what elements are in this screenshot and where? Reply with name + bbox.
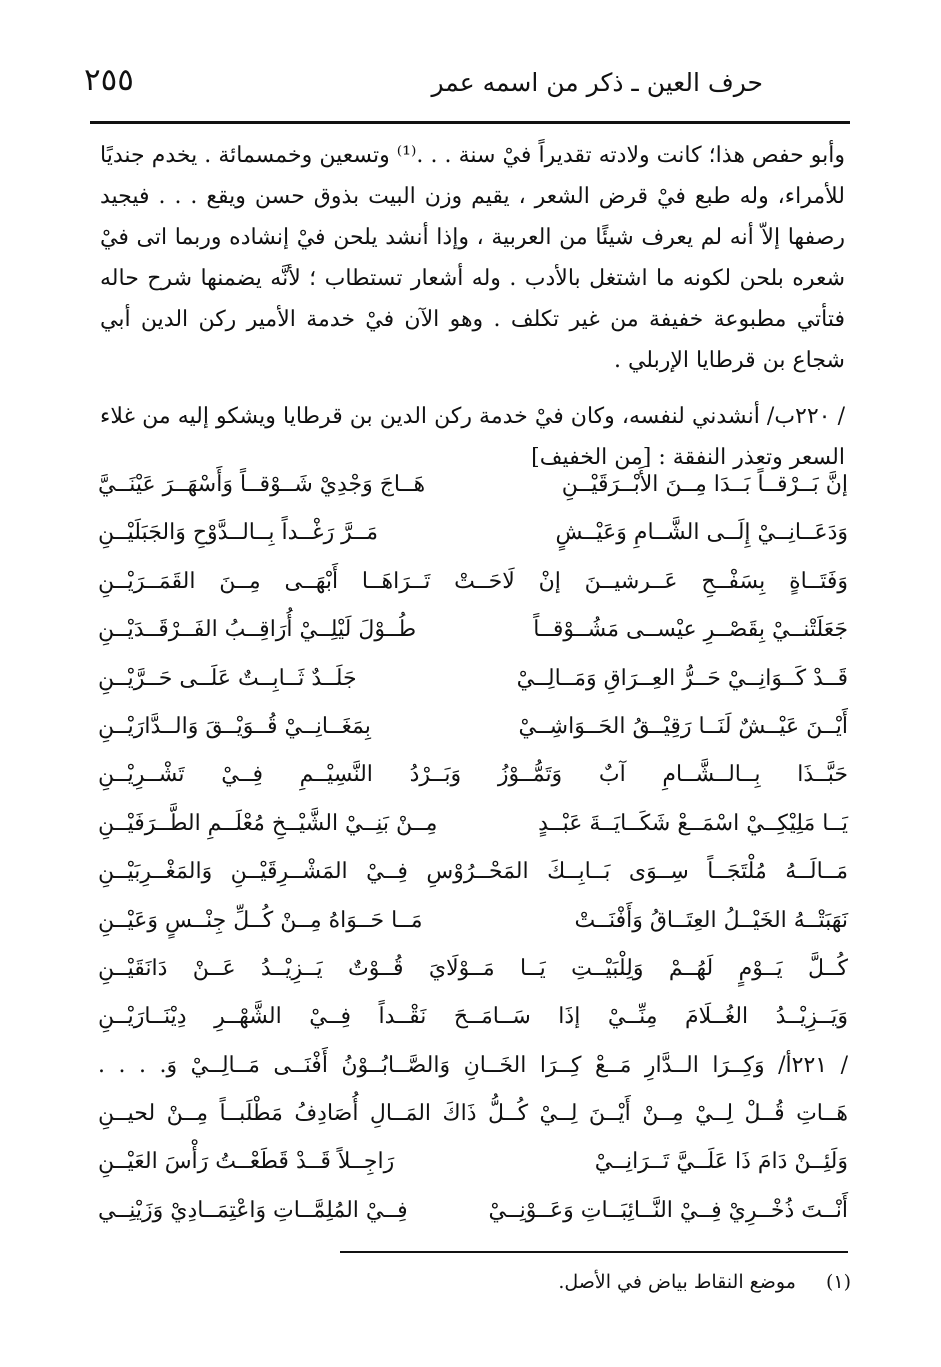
prose-body: [100, 135, 845, 478]
footnote-text: موضع النقاط بياض في الأصل.: [558, 1271, 796, 1293]
verse-line: [98, 704, 848, 752]
text-line: جنديًا للأمراء، وله طبع فيْ قرض الشعر ، يقيم وزن البيت بذوق حسن ويقع . . . فيجيد: [100, 143, 845, 209]
text-line: السعر وتعذر النفقة : [من الخفيف]: [531, 445, 845, 470]
verse-line: [98, 752, 848, 800]
verse-line: [98, 656, 848, 704]
verse-first-hemistich: يَــا مَلِيْكِــيْ اسْمَــعْ شَكَــايَــةَ عَبْــدٍ: [538, 810, 848, 836]
text-line: / ٢٢٠ب/ أنشدني لنفسه، وكان فيْ خدمة ركن الدين بن قرطايا ويشكو إليه من غلاء: [100, 404, 845, 429]
verse-line: [98, 559, 848, 607]
verse-line: [98, 898, 848, 946]
verse-first-hemistich: وَدَعَــانِــيْ إِلَــى الشَّــامِ وَعَيْــشٍ: [555, 520, 848, 546]
verse-first-hemistich: أَنْــتَ ذُخْــرِيْ فِــيْ النَّــائِبَــاتِ وَعَــوْنِــيْ: [488, 1197, 848, 1223]
verse-first-hemistich: أَيْــنَ عَيْــشٌ لَنَــا رَقِيْــقُ الحَــوَاشِــيْ: [518, 713, 848, 739]
footnote: [558, 1268, 851, 1296]
running-title: حرف العين ـ ذكر من اسمه عمر: [431, 68, 763, 97]
verse-line: [98, 462, 848, 510]
verse-second-hemistich: جَلَــدٌ ثَــابِــتٌ عَلَــى حَــرَّيْــنِ: [98, 665, 357, 691]
verse-first-hemistich: قَــدْ كَــوَانِــيْ حَــرُّ العِــرَاقِ وَمَــالِــيْ: [516, 665, 848, 691]
verse-line: [98, 607, 848, 655]
verse-first-hemistich: إنَّ بَــرْقــاً بَــدَا مِــنَ الأَبْــرَقَيْــنِ: [561, 472, 848, 497]
text-line: لكونه ما اشتغل بالأدب . وله أشعار تستطاب ؛ لأنَّه يضمنها شرح حاله فتأتي مطبوعة خفيفة: [100, 266, 846, 332]
verse-full: مَــالَــهُ مُلْتَجَــاً سِــوَى بَــابِــكَ المَحْــرُوْسِ فِــيْ المَشْــرِقَيْــنِ وَالمَغْــرِبَيْــنِ: [98, 859, 848, 885]
footnote-number: (١): [825, 1271, 851, 1293]
verse-full: وَيَــزِيْــدُ الغُــلَامَ مِنِّــيْ إذَا سَــامَــحَ نَقْــداً فِــيْ الشَّهْــرِ دِيْنَــارَيْــنِ: [98, 1004, 848, 1030]
poem: [98, 462, 848, 1236]
header-rule: [90, 121, 850, 124]
verse-line: [98, 510, 848, 558]
verse-second-hemistich: مَــا حَــوَاهُ مِــنْ كُــلِّ جِنْــسٍ وَعَيْــنِ: [98, 907, 423, 933]
footnote-rule: [340, 1251, 848, 1253]
text-line: رصفها إلاّ أنه لم يعرف شيئًا من العربية ، وإذا أنشد يلحن فيْ إنشاده وربما اتى فيْ شعره بلحن: [100, 225, 846, 291]
verse-second-hemistich: طُــوْلَ لَيْلِــيْ أُرَاقِــبُ الفَــرْقَــدَيْــنِ: [98, 617, 417, 643]
verse-second-hemistich: مِــنْ بَنِــيْ الشَّيْــخِ مُعْلَــمِ الطَّــرَفَيْــنِ: [98, 810, 438, 836]
page-number: ٢٥٥: [84, 62, 134, 98]
verse-second-hemistich: رَاجِــلاً قَــدْ قَطَعْــتُ رَأْسَ العَيْــنِ: [98, 1149, 395, 1175]
verse-second-hemistich: هَــاجَ وَجْدِيْ شَــوْقــاً وَأَسْهَــرَ عَيْنَــيَّ: [98, 472, 426, 497]
verse-line: [98, 946, 848, 994]
verse-full: وَفَتَــاةٍ بِسَفْــحِ عَــرشيــنَ إنْ لَاحَــتْ تَــرَاهَــا أَبْهَــى مِــنَ القَمَــرَيْــنِ: [98, 568, 848, 594]
verse-second-hemistich: بِمَغَــانِــيْ قُــوَيْــقَ وَالــدَّارَيْــنِ: [98, 713, 371, 739]
verse-first-hemistich: نَهَبَتْــهُ الخَيْــلُ العِتَــاقُ وَأَفْنَــتْ: [574, 907, 848, 933]
verse-second-hemistich: مَــرَّ رَغْــداً بِــالــدَّوْحِ وَالجَبَلَيْــنِ: [98, 520, 378, 546]
verse-full: كُــلَّ يَــوْمٍ لَهُــمْ وَلِلْبَيْــتِ يَــا مَــوْلَايَ قُــوْتٌ يَــزِيْــدُ عَــنْ دَانَقَيْــنِ: [98, 955, 848, 981]
verse-line: [98, 1091, 848, 1139]
verse-line: [98, 994, 848, 1042]
text-line: من غير تكلف . وهو الآن فيْ خدمة الأمير ركن الدين أبي شجاع بن قرطايا الإربلي .: [100, 307, 845, 373]
verse-first-hemistich: وَلَئِــنْ دَامَ ذَا عَلَــيَّ تَــرَانِــيْ: [594, 1149, 848, 1175]
verse-line: [98, 1188, 848, 1236]
verse-line: [98, 1043, 848, 1091]
verse-full: / ٢٢١أ/ وَكِــرَا الــدَّارِ مَــعْ كِــرَا الخَــانِ وَالصَّــابُــوْنُ أَفْنَــى مَــالِــيْ وَ. . . .: [98, 1052, 849, 1078]
verse-full: حَبَّــذَا بِــالــشَّــامِ آبٌ وَتَمُّــوْزُ وَبَــرْدُ النَّسِيْــمِ فِــيْ تَشْــرِيْــنِ: [98, 762, 848, 788]
paragraph-intro: [100, 135, 845, 381]
verse-line: [98, 849, 848, 897]
text-line: وأبو حفص هذا؛ كانت ولادته تقديراً فيْ سنة . . .⁽¹⁾ وتسعين وخمسمائة . يخدم: [151, 143, 845, 168]
verse-line: [98, 1139, 848, 1187]
verse-first-hemistich: جَعَلَتْنــيْ بِقَصْــرِ عيْســى مَشُــوْقــاً: [533, 617, 848, 643]
verse-full: هَــاتِ قُــلْ لِــيْ مِــنْ أَيْــنَ لِــيْ كُــلُّ ذَاكَ المَــالِ أُصَادِفُ مَطْلَبــاً مِــنْ لحيــنِ: [98, 1101, 848, 1127]
verse-second-hemistich: فِــيْ المُلِمَّــاتِ وَاعْتِمَــادِيْ وَزَيْنِــي: [98, 1197, 408, 1223]
verse-line: [98, 801, 848, 849]
